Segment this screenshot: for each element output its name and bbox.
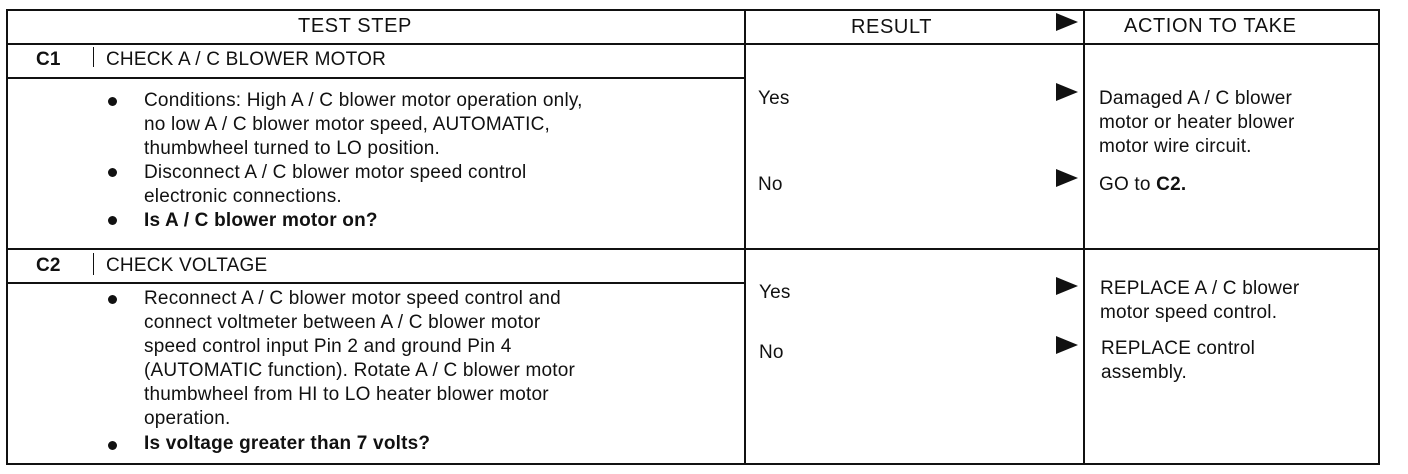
c2-step-id: C2 [36,255,61,276]
c2-yes-action-line-2: motor speed control. [1100,302,1278,323]
c1-result-yes: Yes [758,88,790,109]
c2-title-underline [6,282,746,284]
table-top-border [6,9,1380,11]
c2-no-action-line-2: assembly. [1101,362,1187,383]
c2-id-separator [93,253,94,275]
header-bottom-border [6,43,1380,45]
c2-bullet-1-line-1: Reconnect A / C blower motor speed control and [144,288,561,309]
c1-title-underline [6,77,746,79]
header-arrow-icon [1056,13,1078,31]
c1-step-title: CHECK A / C BLOWER MOTOR [106,49,386,70]
c1-yes-action-line-3: motor wire circuit. [1099,136,1252,157]
c1-bullet-2-line-2: electronic connections. [144,186,342,207]
c2-result-yes: Yes [759,282,791,303]
c1-step-id: C1 [36,49,61,70]
header-action-to-take: ACTION TO TAKE [1124,15,1297,37]
c1-bullet-1-line-2: no low A / C blower motor speed, AUTOMATIC, [144,114,550,135]
c1-result-no: No [758,174,783,195]
c2-step-title: CHECK VOLTAGE [106,255,268,276]
c2-bullet-1-line-5: thumbwheel from HI to LO heater blower motor [144,384,549,405]
c2-no-action-line-1: REPLACE control [1101,338,1256,359]
c1-bullet-2-icon [108,168,117,177]
header-test-step: TEST STEP [298,15,412,37]
c1-no-action [1099,173,1186,197]
c2-bullet-1-line-2: connect voltmeter between A / C blower motor [144,312,541,333]
action-column-divider [1083,9,1085,465]
c2-result-no: No [759,342,784,363]
c1-bullet-2-line-1: Disconnect A / C blower motor speed control [144,162,527,183]
c1-bullet-1-icon [108,97,117,106]
table-bottom-border [6,463,1380,465]
c1-no-action-ref[interactable]: C2. [1156,174,1187,195]
c1-yes-action-line-2: motor or heater blower [1099,112,1295,133]
c1-bullet-3-icon [108,216,117,225]
c1-bullet-1-line-1: Conditions: High A / C blower motor operation only, [144,90,583,111]
c2-yes-arrow-icon [1056,277,1078,295]
c2-bullet-1-line-3: speed control input Pin 2 and ground Pin 4 [144,336,512,357]
row-divider [6,248,1380,250]
c1-yes-action-line-1: Damaged A / C blower [1099,88,1293,109]
right-border [1378,9,1380,465]
c2-bullet-1-line-4: (AUTOMATIC function). Rotate A / C blower motor [144,360,576,381]
c1-bullet-1-line-3: thumbwheel turned to LO position. [144,138,440,159]
c1-yes-arrow-icon [1056,83,1078,101]
c2-bullet-1-icon [108,295,117,304]
header-result: RESULT [851,16,933,38]
c1-no-action-prefix: GO to [1099,174,1157,195]
c2-bullet-2-icon [108,441,117,450]
c1-bullet-3-line-1: Is A / C blower motor on? [144,210,378,231]
c2-no-arrow-icon [1056,336,1078,354]
c1-id-separator [93,47,94,67]
c2-bullet-2-line-1: Is voltage greater than 7 volts? [144,433,431,454]
c2-yes-action-line-1: REPLACE A / C blower [1100,278,1300,299]
c2-bullet-1-line-6: operation. [144,408,231,429]
c1-no-arrow-icon [1056,169,1078,187]
